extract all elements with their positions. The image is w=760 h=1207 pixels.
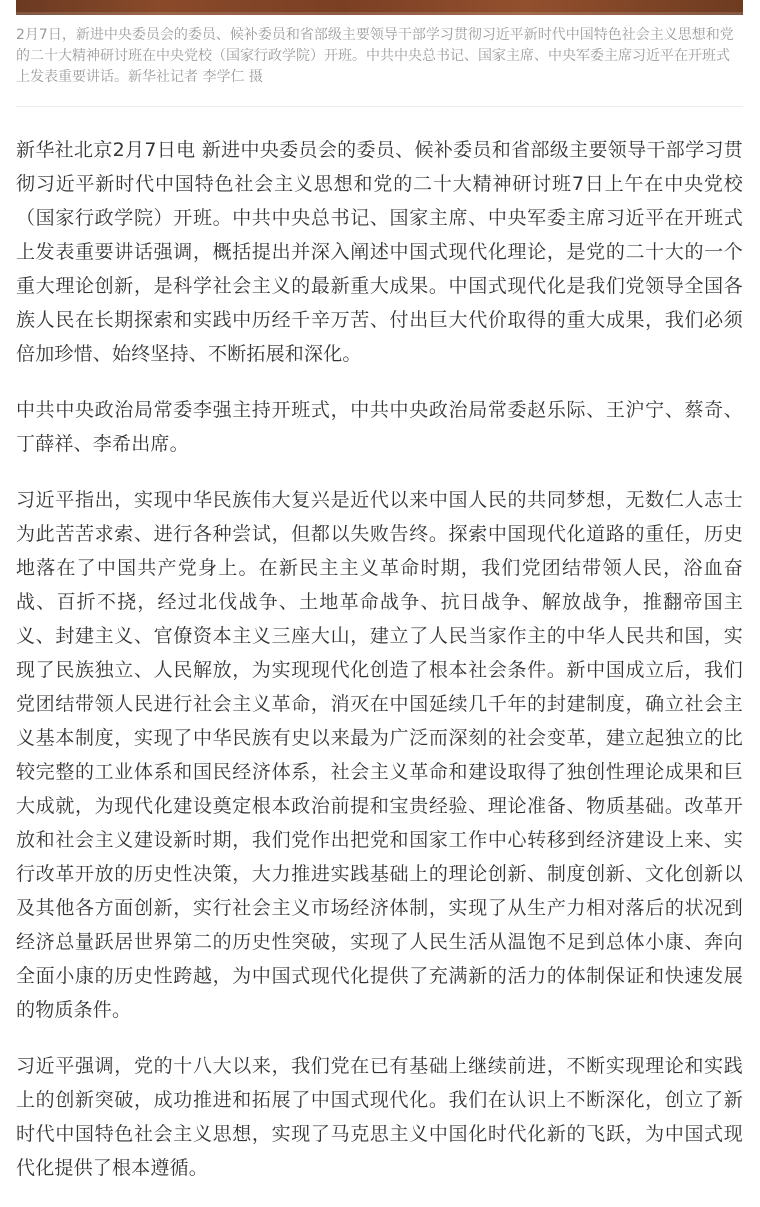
article-paragraph: 新华社北京2月7日电 新进中央委员会的委员、候补委员和省部级主要领导干部学习贯彻习近平新时代中国特色社会主义思想和党的二十大精神研讨班7日上午在中央党校（国家行政学院）开班。中共中央总书记、国家主席、中央军委主席习近平在开班式上发表重要讲话强调，概括提出并深入阐述中国式现代化理论，是党的二十大的一个重大理论创新，是科学社会主义的最新重大成果。中国式现代化是我们党领导全国各族人民在长期探索和实践中历经千辛万苦、付出巨大代价取得的重大成果，我们必须倍加珍惜、始终坚持、不断拓展和深化。 [16,139,743,365]
caption-divider [16,106,743,107]
photo-caption: 2月7日，新进中央委员会的委员、候补委员和省部级主要领导干部学习贯彻习近平新时代中国特色社会主义思想和党的二十大精神研讨班在中央党校（国家行政学院）开班。中共中央总书记、国家主席、中央军委主席习近平在开班式上发表重要讲话。新华社记者 李学仁 摄 [16,27,734,85]
article-paragraph: 习近平指出，实现中华民族伟大复兴是近代以来中国人民的共同梦想，无数仁人志士为此苦苦求索、进行各种尝试，但都以失败告终。探索中国现代化道路的重任，历史地落在了中国共产党身上。在新民主主义革命时期，我们党团结带领人民，浴血奋战、百折不挠，经过北伐战争、土地革命战争、抗日战争、解放战争，推翻帝国主义、封建主义、官僚资本主义三座大山，建立了人民当家作主的中华人民共和国，实现了民族独立、人民解放，为实现现代化创造了根本社会条件。新中国成立后，我们党团结带领人民进行社会主义革命，消灭在中国延续几千年的封建制度，确立社会主义基本制度，实现了中华民族有史以来最为广泛而深刻的社会变革，建立起独立的比较完整的工业体系和国民经济体系，社会主义革命和建设取得了独创性理论成果和巨大成就，为现代化建设奠定根本政治前提和宝贵经验、理论准备、物质基础。改革开放和社会主义建设新时期，我们党作出把党和国家工作中心转移到经济建设上来、实行改革开放的历史性决策，大力推进实践基础上的理论创新、制度创新、文化创新以及其他各方面创新，实行社会主义市场经济体制，实现了从生产力相对落后的状况到经济总量跃居世界第二的历史性突破，实现了人民生活从温饱不足到总体小康、奔向全面小康的历史性跨越，为中国式现代化提供了充满新的活力的体制保证和快速发展的物质条件。 [16,489,743,1021]
news-photo [16,0,743,15]
article-paragraph: 习近平强调，党的十八大以来，我们党在已有基础上继续前进，不断实现理论和实践上的创新突破，成功推进和拓展了中国式现代化。我们在认识上不断深化，创立了新时代中国特色社会主义思想，实现了马克思主义中国化时代化新的飞跃，为中国式现代化提供了根本遵循。 [16,1055,743,1179]
article-body [16,133,743,1207]
article-paragraph: 中共中央政治局常委李强主持开班式，中共中央政治局常委赵乐际、王沪宁、蔡奇、丁薛祥、李希出席。 [16,399,743,455]
